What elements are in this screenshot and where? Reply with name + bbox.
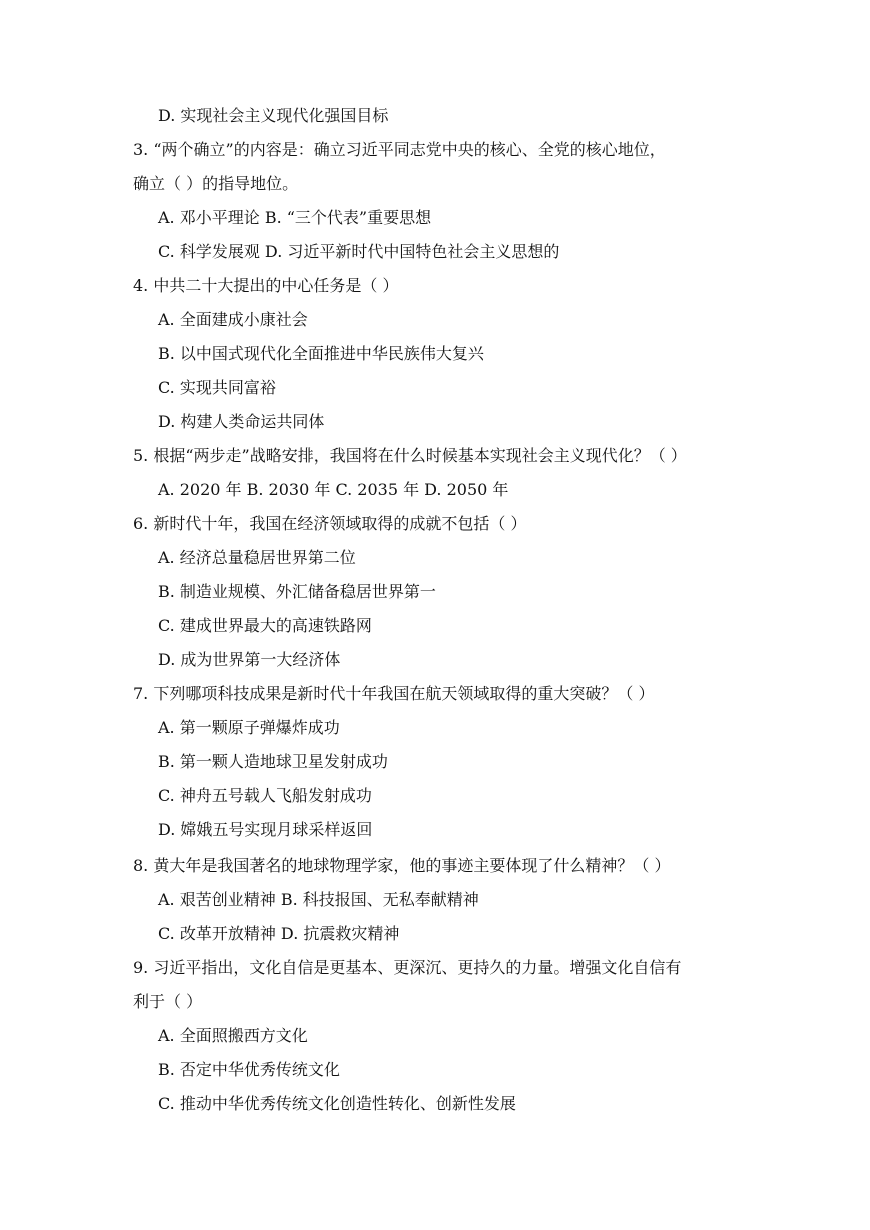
option-line: D. 成为世界第一大经济体: [158, 650, 341, 669]
option-line: D. 嫦娥五号实现月球采样返回: [158, 820, 373, 839]
option-line: A. 艰苦创业精神 B. 科技报国、无私奉献精神: [158, 890, 479, 909]
option-line: B. 制造业规模、外汇储备稳居世界第一: [158, 582, 436, 601]
option-line: C. 推动中华优秀传统文化创造性转化、创新性发展: [158, 1094, 516, 1113]
question-line: 6. 新时代十年，我国在经济领域取得的成就不包括（ ）: [133, 514, 527, 533]
question-line: 7. 下列哪项科技成果是新时代十年我国在航天领域取得的重大突破？（ ）: [133, 684, 655, 703]
question-line: 确立（ ）的指导地位。: [133, 174, 299, 193]
question-line: 9. 习近平指出，文化自信是更基本、更深沉、更持久的力量。增强文化自信有: [133, 958, 682, 977]
option-line: C. 科学发展观 D. 习近平新时代中国特色社会主义思想的: [158, 242, 560, 261]
option-line: C. 神舟五号载人飞船发射成功: [158, 786, 372, 805]
question-line: 利于（ ）: [133, 992, 203, 1011]
option-line: D. 实现社会主义现代化强国目标: [158, 106, 389, 125]
question-line: 5. 根据“两步走”战略安排，我国将在什么时候基本实现社会主义现代化？（ ）: [133, 446, 687, 465]
question-line: 3. “两个确立”的内容是：确立习近平同志党中央的核心、全党的核心地位，: [133, 140, 666, 159]
option-line: A. 第一颗原子弹爆炸成功: [158, 718, 340, 737]
option-line: C. 实现共同富裕: [158, 378, 276, 397]
option-line: D. 构建人类命运共同体: [158, 412, 325, 431]
option-line: C. 改革开放精神 D. 抗震救灾精神: [158, 924, 400, 943]
option-line: A. 全面建成小康社会: [158, 310, 308, 329]
option-line: B. 以中国式现代化全面推进中华民族伟大复兴: [158, 344, 484, 363]
option-line: A. 2020 年 B. 2030 年 C. 2035 年 D. 2050 年: [158, 480, 509, 499]
question-line: 8. 黄大年是我国著名的地球物理学家，他的事迹主要体现了什么精神？（ ）: [133, 856, 671, 875]
option-line: C. 建成世界最大的高速铁路网: [158, 616, 372, 635]
option-line: A. 全面照搬西方文化: [158, 1026, 308, 1045]
option-line: B. 第一颗人造地球卫星发射成功: [158, 752, 388, 771]
option-line: A. 邓小平理论 B. “三个代表”重要思想: [158, 208, 432, 227]
question-line: 4. 中共二十大提出的中心任务是（ ）: [133, 276, 399, 295]
option-line: A. 经济总量稳居世界第二位: [158, 548, 356, 567]
option-line: B. 否定中华优秀传统文化: [158, 1060, 340, 1079]
